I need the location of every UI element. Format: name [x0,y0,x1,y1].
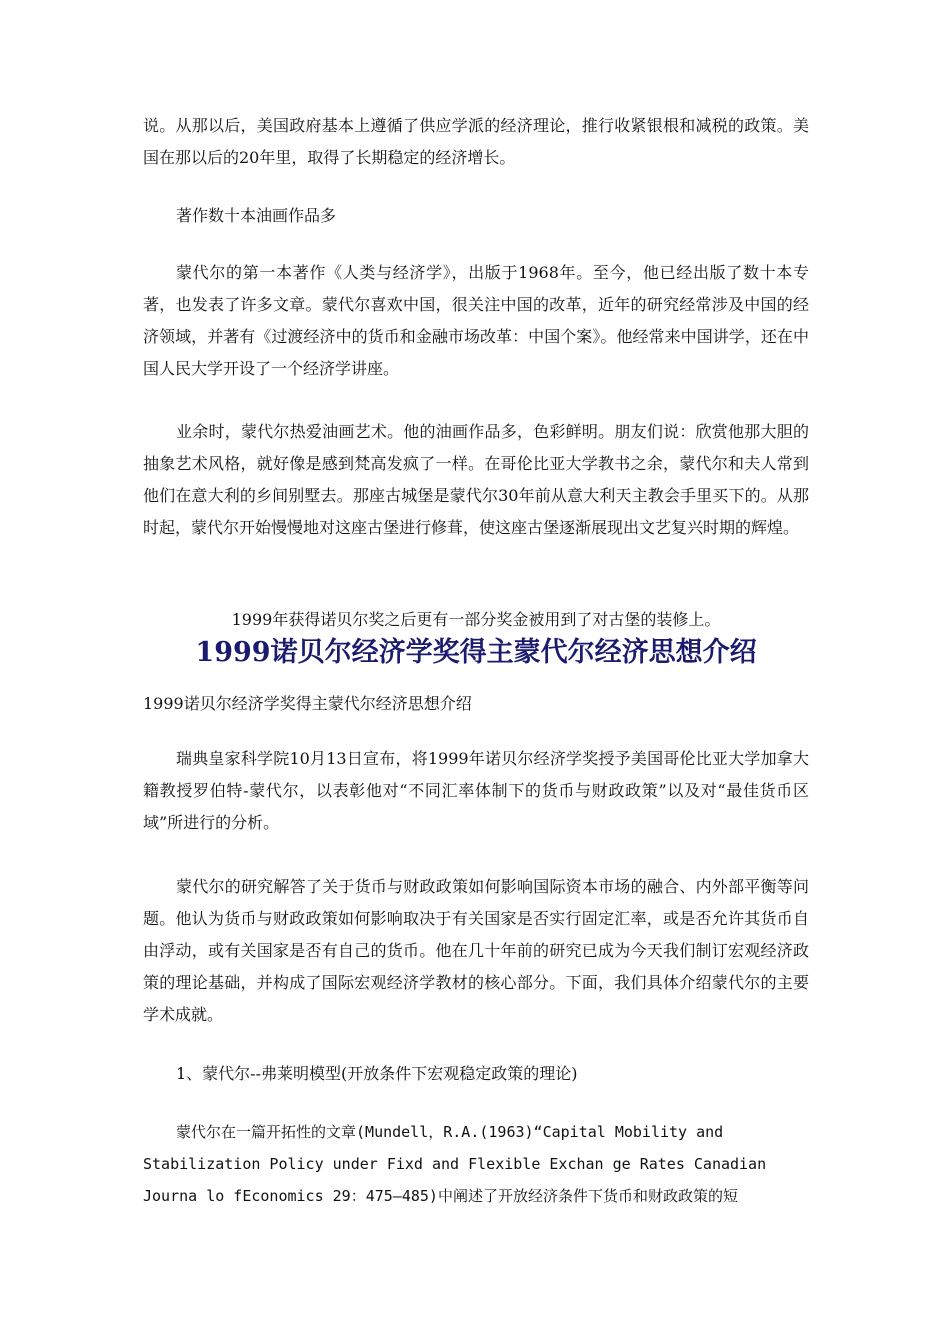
paragraph-research-summary: 蒙代尔的研究解答了关于货币与财政政策如何影响国际资本市场的融合、内外部平衡等问题。他认为货币与财政政策如何影响取决于有关国家是否实行固定汇率，或是否允许其货币自由浮动，或有关国家是否有自己的货币。他在几十年前的研究已成为今天我们制订宏观经济政策的理论基础，并构成了国际宏观经济学教材的核心部分。下面，我们具体介绍蒙代尔的主要学术成就。 [143,877,809,1024]
paragraph-line-1: 蒙代尔在一篇开拓性的文章(Mundell，R.A.(1963)“Capital Mobility and [176,1123,724,1141]
item-heading-mundell-fleming: 1、蒙代尔--弗莱明模型(开放条件下宏观稳定政策的理论) [176,1064,578,1083]
paragraph-nobel-announcement: 瑞典皇家科学院10月13日宣布，将1999年诺贝尔经济学奖授予美国哥伦比亚大学加拿大籍教授罗伯特-蒙代尔，以表彰他对“不同汇率体制下的货币与财政政策”以及对“最佳货币区域”所进行的分析。 [143,749,809,832]
paragraph-castle-renovation: 1999年获得诺贝尔奖之后更有一部分奖金被用到了对古堡的装修上。 [231,610,721,629]
paragraph-policy-growth: 说。从那以后，美国政府基本上遵循了供应学派的经济理论，推行收紧银根和减税的政策。美国在那以后的20年里，取得了长期稳定的经济增长。 [143,116,809,167]
paragraph-first-book: 蒙代尔的第一本著作《人类与经济学》，出版于1968年。至今，他已经出版了数十本专著，也发表了许多文章。蒙代尔喜欢中国，很关注中国的改革，近年的研究经常涉及中国的经济领域，并著有《过渡经济中的货币和金融市场改革：中国个案》。他经常来中国讲学，还在中国人民大学开设了一个经济学讲座。 [143,263,809,378]
paragraph-line-2: Stabilization Policy under Fixd and Flexible Exchan ge Rates Canadian [143,1155,767,1173]
paragraph-capital-mobility [143,1116,809,1212]
article-title: 1999诺贝尔经济学奖得主蒙代尔经济思想介绍 [195,637,757,668]
article-subtitle: 1999诺贝尔经济学奖得主蒙代尔经济思想介绍 [143,694,472,713]
paragraph-oil-painting: 业余时，蒙代尔热爱油画艺术。他的油画作品多，色彩鲜明。朋友们说：欣赏他那大胆的抽象艺术风格，就好像是感到梵高发疯了一样。在哥伦比亚大学教书之余，蒙代尔和夫人常到他们在意大利的乡间别墅去。那座古城堡是蒙代尔30年前从意大利天主教会手里买下的。从那时起，蒙代尔开始慢慢地对这座古堡进行修葺，使这座古堡逐渐展现出文艺复兴时期的辉煌。 [143,422,809,537]
paragraph-line-3: Journa lo fEconomics 29：475—485)中阐述了开放经济条件下货币和财政政策的短 [143,1187,738,1205]
section-heading-works: 著作数十本油画作品多 [176,206,337,225]
